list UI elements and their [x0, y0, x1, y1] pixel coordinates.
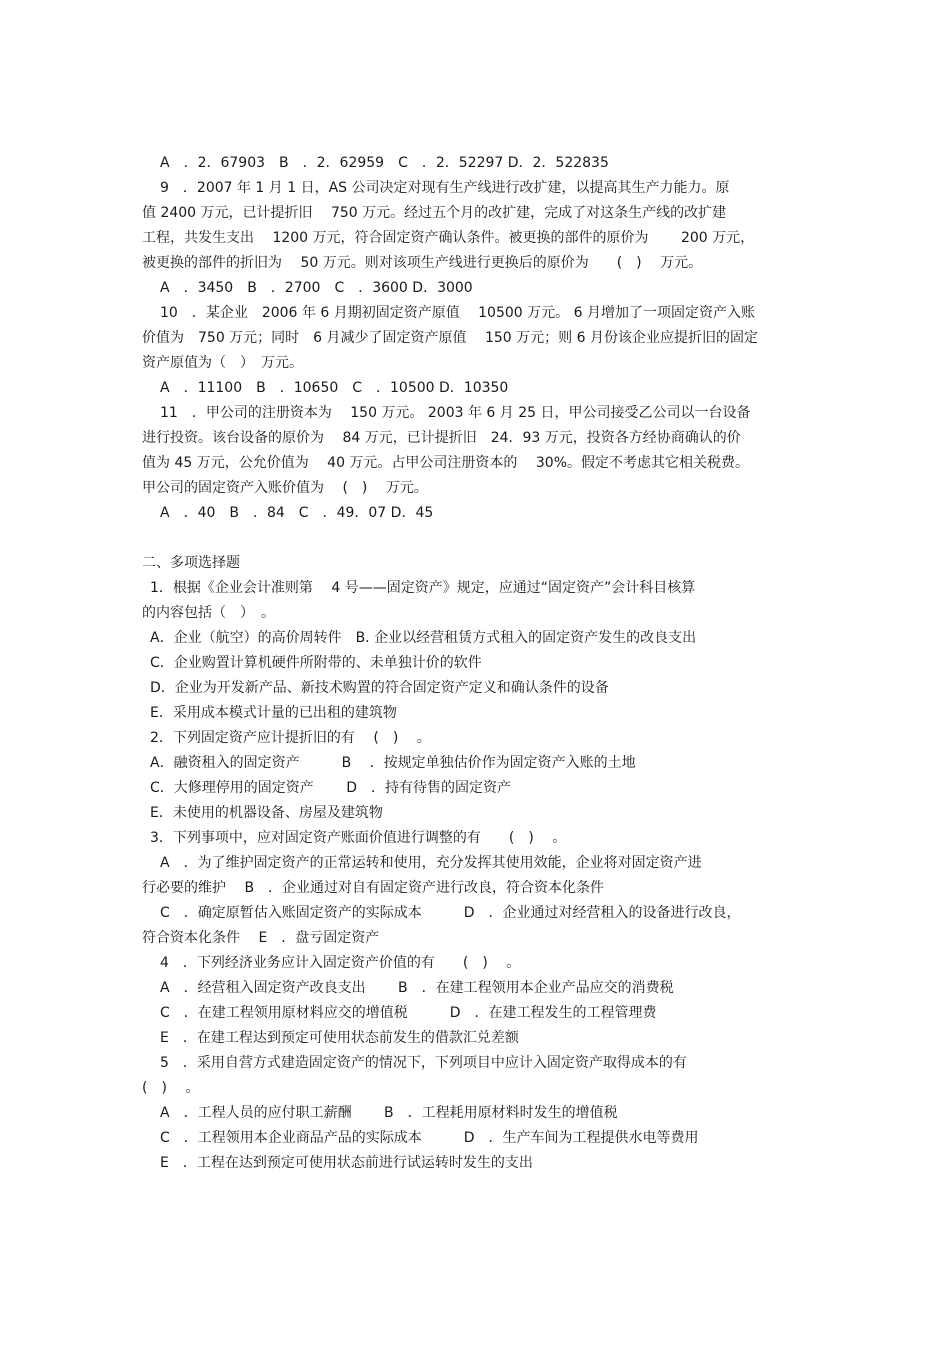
q9-text-line-2: 值 2400 万元，已计提折旧 750 万元。经过五个月的改扩建，完成了对这条生产线的改扩建: [142, 205, 727, 221]
mq3-text: 3．下列事项中，应对固定资产账面价值进行调整的有 ( ) 。: [150, 830, 567, 846]
mq4-text: 4 ．下列经济业务应计入固定资产价值的有 ( ) 。: [160, 955, 521, 971]
mq3-option-cd: C ．确定原暂估入账固定资产的实际成本 D ．企业通过对经营租入的设备进行改良，: [160, 905, 741, 921]
q10-text-line-3: 资产原值为（ ） 万元。: [142, 355, 303, 371]
mq2-option-cd: C．大修理停用的固定资产 D ．持有待售的固定资产: [150, 780, 512, 796]
q11-options: A ．40 B ．84 C ．49．07 D．45: [160, 505, 434, 521]
mq3-option-a-line-2: 行必要的维护 B ．企业通过对自有固定资产进行改良，符合资本化条件: [142, 880, 605, 896]
mq1-option-d: D．企业为开发新产品、新技术购置的符合固定资产定义和确认条件的设备: [150, 680, 609, 696]
mq1-option-e: E．采用成本模式计量的已出租的建筑物: [150, 705, 397, 721]
q10-options: A ．11100 B ．10650 C ．10500 D．10350: [160, 380, 509, 396]
mq1-text-line-1: 1．根据《企业会计准则第 4 号——固定资产》规定，应通过“固定资产”会计科目核算: [150, 580, 696, 596]
q11-text-line-3: 值为 45 万元，公允价值为 40 万元。占甲公司注册资本的 30%。假定不考虑其它相关税费。: [142, 455, 749, 471]
mq2-option-e: E．未使用的机器设备、房屋及建筑物: [150, 805, 383, 821]
q9-text-line-1: 9 ．2007 年 1 月 1 日，AS 公司决定对现有生产线进行改扩建，以提高其生产力能力。原: [160, 180, 730, 196]
mq2-option-ab: A．融资租入的固定资产 B ．按规定单独估价作为固定资产入账的土地: [150, 755, 636, 771]
q9-text-line-3: 工程，共发生支出 1200 万元，符合固定资产确认条件。被更换的部件的原价为 200 万元，: [142, 230, 755, 246]
mq4-option-cd: C ．在建工程领用原材料应交的增值税 D ．在建工程发生的工程管理费: [160, 1005, 657, 1021]
q10-text-line-1: 10 ．某企业 2006 年 6 月期初固定资产原值 10500 万元。 6 月增加了一项固定资产入账: [160, 305, 755, 321]
mq1-text-line-2: 的内容包括（ ） 。: [142, 605, 275, 621]
q10-text-line-2: 价值为 750 万元；同时 6 月减少了固定资产原值 150 万元；则 6 月份该企业应提折旧的固定: [142, 330, 758, 346]
mq5-text-line-1: 5 ．采用自营方式建造固定资产的情况下，下列项目中应计入固定资产取得成本的有: [160, 1055, 687, 1071]
mq4-option-ab: A ．经营租入固定资产改良支出 B ．在建工程领用本企业产品应交的消费税: [160, 980, 674, 996]
mq5-option-cd: C ．工程领用本企业商品产品的实际成本 D ．生产车间为工程提供水电等费用: [160, 1130, 699, 1146]
mq1-option-ab: A．企业（航空）的高价周转件 B. 企业以经营租赁方式租入的固定资产发生的改良支出: [150, 630, 697, 646]
mq5-text-line-2: ( ) 。: [142, 1080, 200, 1096]
mq2-text: 2．下列固定资产应计提折旧的有 ( ) 。: [150, 730, 431, 746]
mq3-option-de: 符合资本化条件 E ．盘亏固定资产: [142, 930, 380, 946]
q9-text-line-4: 被更换的部件的折旧为 50 万元。则对该项生产线进行更换后的原价为 ( ) 万元。: [142, 255, 703, 271]
mq5-option-ab: A ．工程人员的应付职工薪酬 B ．工程耗用原材料时发生的增值税: [160, 1105, 618, 1121]
q11-text-line-4: 甲公司的固定资产入账价值为 ( ) 万元。: [142, 480, 428, 496]
mq5-option-e: E ．工程在达到预定可使用状态前进行试运转时发生的支出: [160, 1155, 533, 1171]
mq1-option-c: C．企业购置计算机硬件所附带的、未单独计价的软件: [150, 655, 482, 671]
q8-options: A ．2．67903 B ．2．62959 C ．2．52297 D．2．522835: [160, 155, 609, 171]
mq3-option-a-line-1: A ．为了维护固定资产的正常运转和使用，充分发挥其使用效能，企业将对固定资产进: [160, 855, 702, 871]
q11-text-line-1: 11 ．甲公司的注册资本为 150 万元。 2003 年 6 月 25 日，甲公司接受乙公司以一台设备: [160, 405, 751, 421]
section-heading-multiple-choice: 二、多项选择题: [142, 555, 240, 571]
mq4-option-e: E ．在建工程达到预定可使用状态前发生的借款汇兑差额: [160, 1030, 519, 1046]
q9-options: A ．3450 B ．2700 C ．3600 D．3000: [160, 280, 473, 296]
q11-text-line-2: 进行投资。该台设备的原价为 84 万元，已计提折旧 24．93 万元，投资各方经协商确认的价: [142, 430, 741, 446]
